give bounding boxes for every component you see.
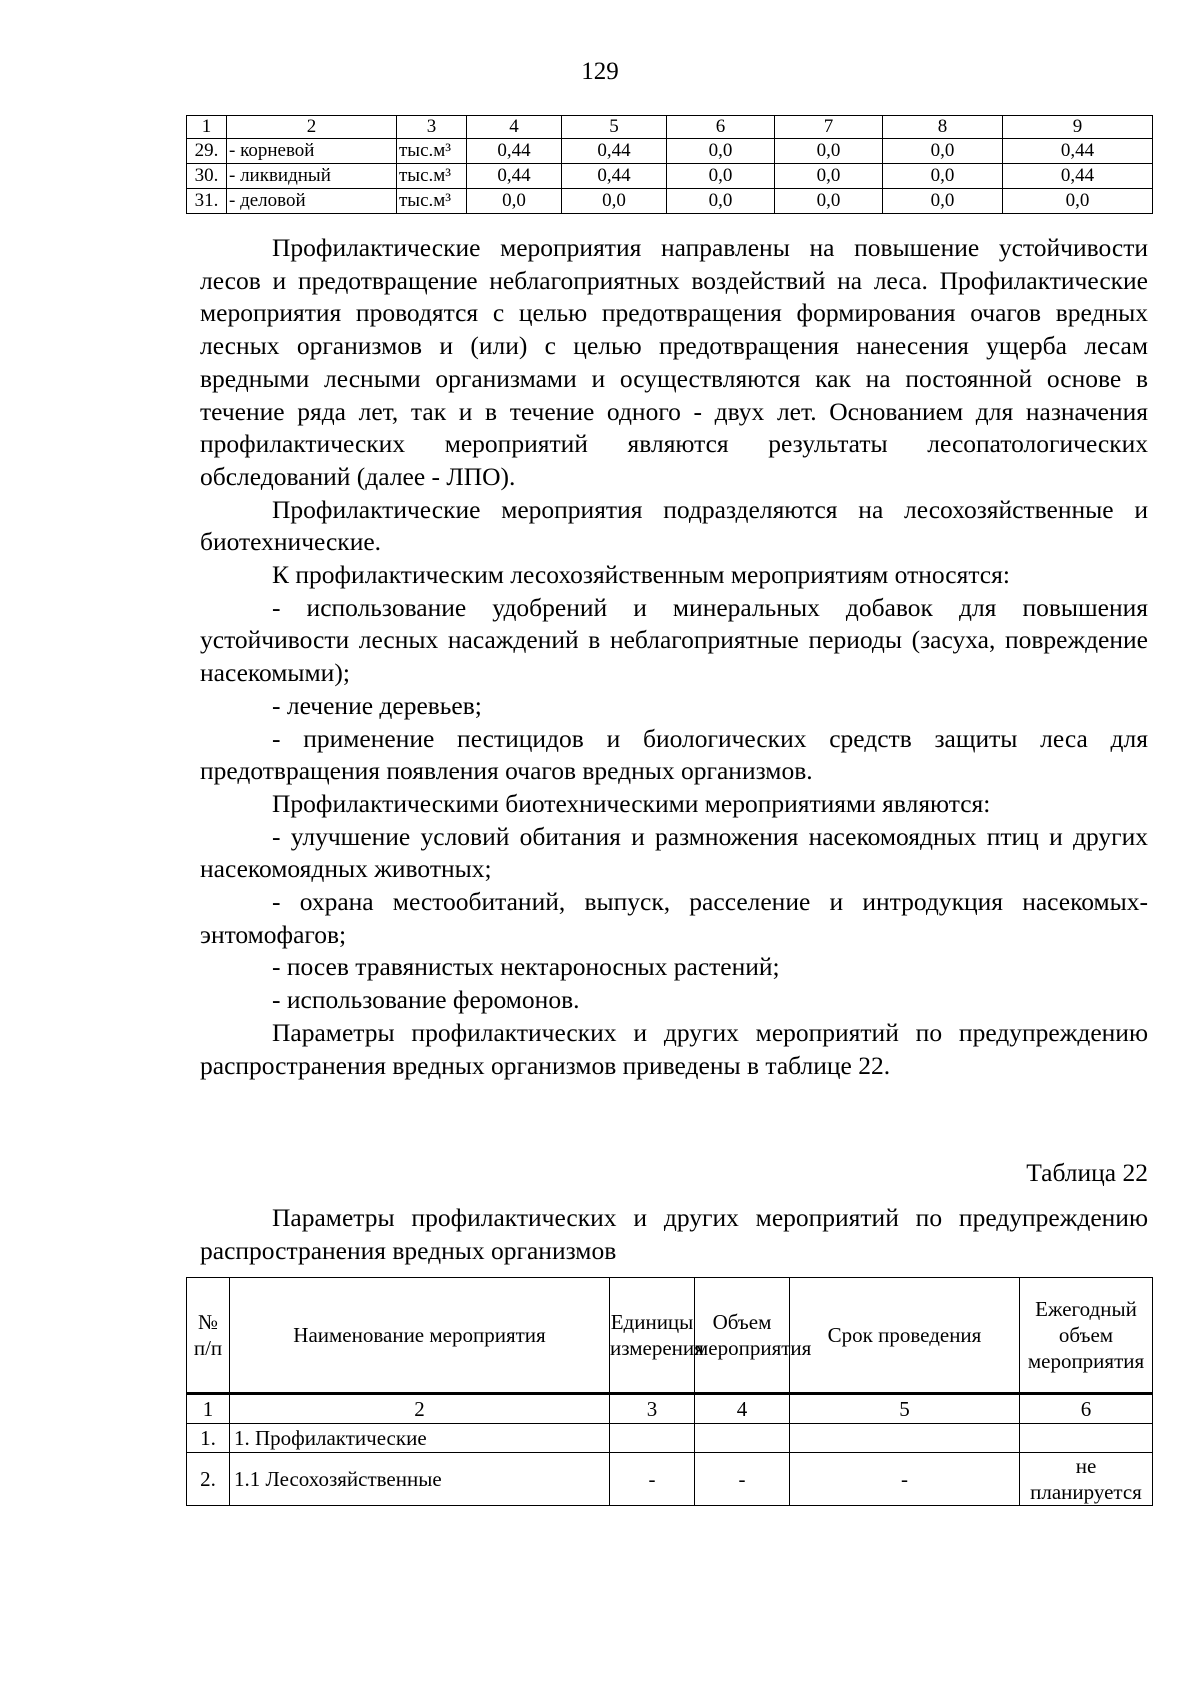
table-row — [187, 189, 1153, 214]
paragraph: Профилактические мероприятия направлены на повышение устойчивости лесов и предотвращение неблагоприятных воздействий на леса. Профилактические мероприятия проводятся с целью предотвращения формирования очагов вредных лесных организмов и (или) с целью предотвращения нанесения ущерба лесам вредными лесными организмами и осуществляются как на постоянной основе в течение ряда лет, так и в течение одного - двух лет. Основанием для назначения профилактических мероприятий являются результаты лесопатологических обследований (далее - ЛПО). — [200, 233, 1148, 491]
row-value: 0,0 — [775, 164, 883, 189]
paragraph: Профилактические мероприятия подразделяются на лесохозяйственные и биотехнические. — [200, 494, 1148, 557]
row-value: 0,0 — [467, 189, 562, 214]
header-term: Срок проведения — [790, 1278, 1020, 1394]
header-cell: 6 — [667, 116, 775, 139]
header-number-cell: 6 — [1020, 1394, 1153, 1424]
table-caption: Таблица 22 — [1026, 1158, 1148, 1187]
row-term: - — [790, 1453, 1020, 1506]
table-row — [187, 1453, 1153, 1506]
row-value: 0,0 — [883, 139, 1003, 164]
table-row — [187, 1424, 1153, 1453]
paragraph: - лечение деревьев; — [272, 690, 482, 720]
row-value: 0,0 — [667, 139, 775, 164]
header-num: № п/п — [187, 1278, 230, 1394]
row-name: - деловой — [227, 189, 397, 214]
row-value: 0,0 — [562, 189, 667, 214]
table-22 — [186, 1277, 1153, 1506]
header-number-cell: 3 — [610, 1394, 695, 1424]
row-value: 0,44 — [1003, 139, 1153, 164]
row-value: 0,44 — [562, 164, 667, 189]
row-number: 29. — [187, 139, 227, 164]
row-value: 0,0 — [883, 189, 1003, 214]
row-number: 1. — [187, 1424, 230, 1453]
row-unit: тыс.м³ — [397, 189, 467, 214]
row-value: 0,0 — [1003, 189, 1153, 214]
table-title — [200, 1202, 1148, 1267]
row-number: 31. — [187, 189, 227, 214]
body-text — [200, 232, 1148, 1082]
header-volume: Объем мероприятия — [695, 1278, 790, 1394]
row-value: 0,44 — [467, 139, 562, 164]
row-unit: тыс.м³ — [397, 164, 467, 189]
header-number-cell: 4 — [695, 1394, 790, 1424]
continued-table — [186, 115, 1153, 214]
header-number-cell: 2 — [230, 1394, 610, 1424]
header-cell: 5 — [562, 116, 667, 139]
header-cell: 1 — [187, 116, 227, 139]
row-number: 30. — [187, 164, 227, 189]
row-name: - корневой — [227, 139, 397, 164]
row-unit: - — [610, 1453, 695, 1506]
header-cell: 7 — [775, 116, 883, 139]
table-title-text: Параметры профилактических и других мероприятий по предупреждению распространения вредных организмов — [200, 1203, 1148, 1265]
header-cell: 4 — [467, 116, 562, 139]
paragraph: - посев травянистых нектароносных растений; — [272, 952, 780, 982]
row-value: 0,0 — [775, 189, 883, 214]
table-22-header-numbers — [187, 1394, 1153, 1424]
continued-table-header — [187, 116, 1153, 139]
header-unit: Единицы измерения — [610, 1278, 695, 1394]
header-number-cell: 1 — [187, 1394, 230, 1424]
header-cell: 2 — [227, 116, 397, 139]
page-number: 129 — [581, 58, 619, 85]
table-row — [187, 164, 1153, 189]
header-cell: 9 — [1003, 116, 1153, 139]
paragraph: К профилактическим лесохозяйственным мероприятиям относятся: — [272, 560, 1010, 590]
row-number: 2. — [187, 1453, 230, 1506]
row-value: 0,0 — [667, 189, 775, 214]
row-value: 0,0 — [883, 164, 1003, 189]
paragraph: - применение пестицидов и биологических средств защиты леса для предотвращения появления очагов вредных организмов. — [200, 723, 1148, 786]
row-value: 0,44 — [467, 164, 562, 189]
header-cell: 3 — [397, 116, 467, 139]
row-volume: - — [695, 1453, 790, 1506]
paragraph: - улучшение условий обитания и размножения насекомоядных птиц и других насекомоядных животных; — [200, 821, 1148, 884]
row-value: 0,44 — [562, 139, 667, 164]
row-value: 0,44 — [1003, 164, 1153, 189]
row-name: 1. Профилактические — [230, 1424, 610, 1453]
row-term — [790, 1424, 1020, 1453]
paragraph: Профилактическими биотехническими мероприятиями являются: — [272, 788, 991, 818]
row-annual: не планируется — [1020, 1453, 1153, 1506]
row-unit — [610, 1424, 695, 1453]
paragraph: - использование удобрений и минеральных добавок для повышения устойчивости лесных насаждений в неблагоприятные периоды (засуха, повреждение насекомыми); — [200, 592, 1148, 688]
row-value: 0,0 — [667, 164, 775, 189]
paragraph: - использование феромонов. — [272, 985, 580, 1015]
row-unit: тыс.м³ — [397, 139, 467, 164]
row-name: 1.1 Лесохозяйственные — [230, 1453, 610, 1506]
header-cell: 8 — [883, 116, 1003, 139]
header-number-cell: 5 — [790, 1394, 1020, 1424]
paragraph: Параметры профилактических и других мероприятий по предупреждению распространения вредных организмов приведены в таблице 22. — [200, 1017, 1148, 1080]
row-name: - ликвидный — [227, 164, 397, 189]
header-name: Наименование мероприятия — [230, 1278, 610, 1394]
header-annual: Ежегодный объем мероприятия — [1020, 1278, 1153, 1394]
row-value: 0,0 — [775, 139, 883, 164]
row-annual — [1020, 1424, 1153, 1453]
row-volume — [695, 1424, 790, 1453]
table-row — [187, 139, 1153, 164]
paragraph: - охрана местообитаний, выпуск, расселение и интродукция насекомых-энтомофагов; — [200, 887, 1148, 949]
table-22-header — [187, 1278, 1153, 1394]
